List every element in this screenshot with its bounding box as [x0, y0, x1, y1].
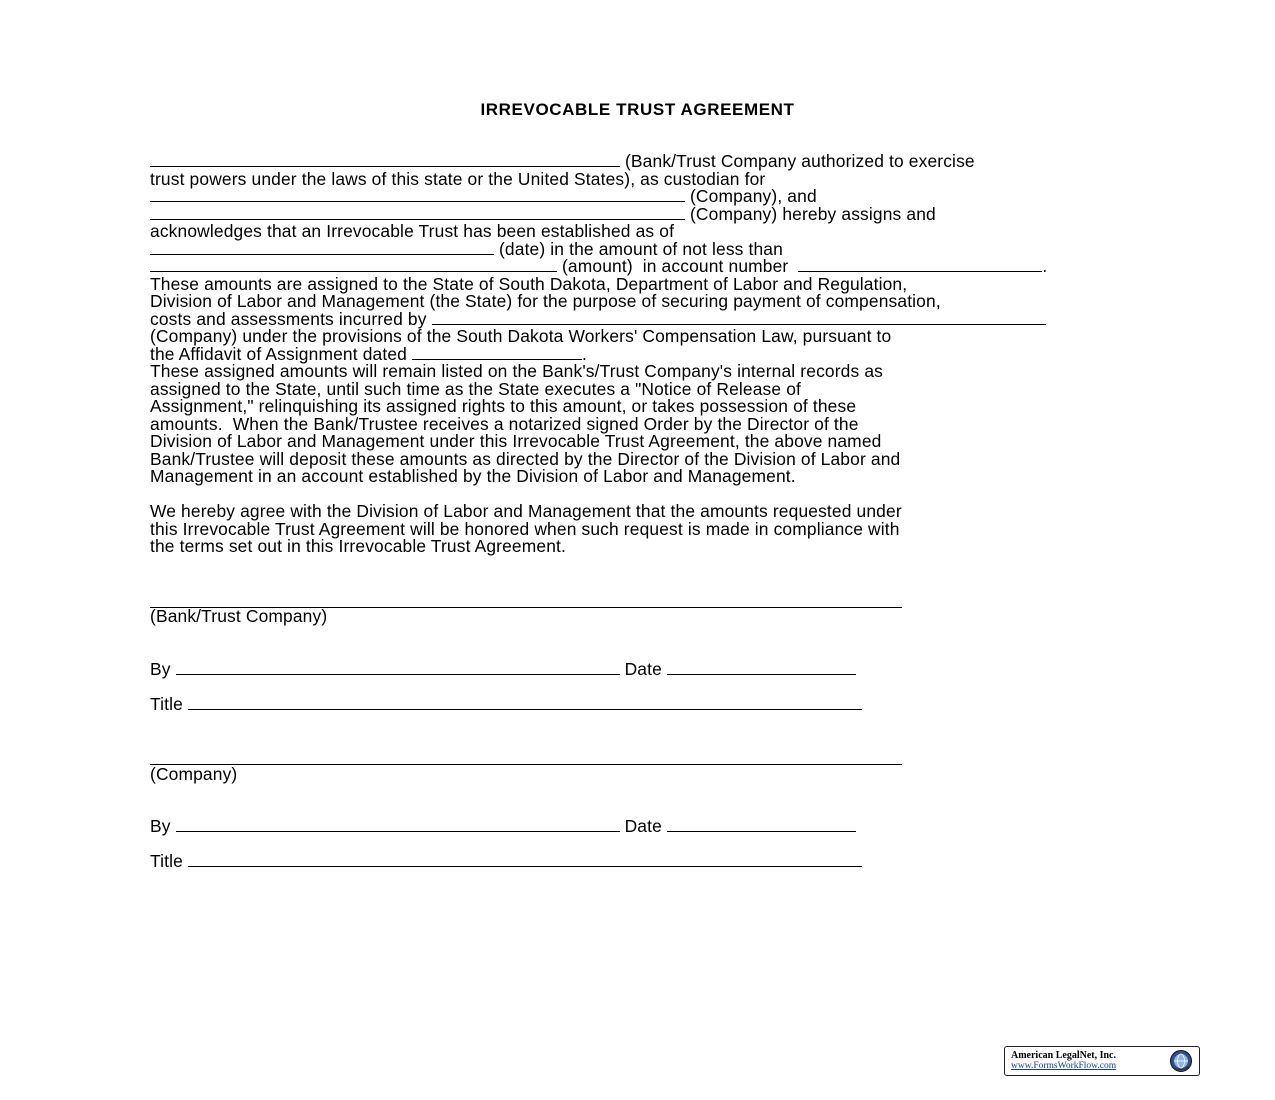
- bank-title-row: Title: [150, 694, 862, 714]
- company-date-blank[interactable]: [667, 816, 856, 832]
- body-line: We hereby agree with the Division of Labor and Management that the amounts requested under: [150, 501, 902, 521]
- body-line: this Irrevocable Trust Agreement will be honored when such request is made in compliance with: [150, 519, 900, 539]
- body-line: These amounts are assigned to the State of South Dakota, Department of Labor and Regulation,: [150, 274, 908, 294]
- globe-icon: [1168, 1049, 1194, 1073]
- body-line: (date) in the amount of not less than: [150, 239, 783, 259]
- bank-title-blank[interactable]: [188, 694, 862, 710]
- body-line: (Company) hereby assigns and: [150, 204, 936, 224]
- bank-label: (Bank/Trust Company): [150, 606, 328, 626]
- body-line: (amount) in account number .: [150, 256, 1047, 276]
- document-title: IRREVOCABLE TRUST AGREEMENT: [480, 100, 795, 119]
- company-signature-line[interactable]: [150, 764, 902, 765]
- account-number-blank[interactable]: [798, 256, 1042, 272]
- body-line: acknowledges that an Irrevocable Trust has been established as of: [150, 221, 675, 241]
- body-line: These assigned amounts will remain listed on the Bank's/Trust Company's internal records as: [150, 361, 883, 381]
- publisher-url[interactable]: www.FormsWorkFlow.com: [1011, 1061, 1117, 1071]
- company-name-blank-1[interactable]: [150, 186, 685, 202]
- body-line: (Company) under the provisions of the South Dakota Workers' Compensation Law, pursuant to: [150, 326, 892, 346]
- bank-name-blank[interactable]: [150, 151, 620, 167]
- company-label: (Company): [150, 764, 238, 784]
- body-line: Division of Labor and Management under this Irrevocable Trust Agreement, the above named: [150, 431, 882, 451]
- body-line: (Bank/Trust Company authorized to exercise: [150, 151, 975, 171]
- body-line: trust powers under the laws of this state or the United States), as custodian for: [150, 169, 766, 189]
- company-title-blank[interactable]: [188, 851, 862, 867]
- company-by-row: By Date: [150, 816, 856, 836]
- body-line: amounts. When the Bank/Trustee receives a notarized signed Order by the Director of the: [150, 414, 859, 434]
- affidavit-date-blank[interactable]: [412, 344, 582, 360]
- bank-date-blank[interactable]: [667, 659, 856, 675]
- publisher-name: American LegalNet, Inc.: [1011, 1050, 1116, 1061]
- body-line: Division of Labor and Management (the State) for the purpose of securing payment of compensation,: [150, 291, 941, 311]
- company-name-blank-2[interactable]: [150, 204, 685, 220]
- company-title-row: Title: [150, 851, 862, 871]
- bank-by-blank[interactable]: [176, 659, 620, 675]
- body-line: Bank/Trustee will deposit these amounts as directed by the Director of the Division of Labor and: [150, 449, 901, 469]
- body-line: assigned to the State, until such time as the State executes a "Notice of Release of: [150, 379, 802, 399]
- company-by-blank[interactable]: [176, 816, 620, 832]
- bank-by-row: By Date: [150, 659, 856, 679]
- publisher-logo: [1004, 1046, 1200, 1076]
- amount-blank[interactable]: [150, 256, 557, 272]
- incurred-by-blank[interactable]: [432, 309, 1046, 325]
- date-blank[interactable]: [150, 239, 494, 255]
- body-line: costs and assessments incurred by: [150, 309, 1046, 329]
- body-line: Assignment," relinquishing its assigned rights to this amount, or takes possession of these: [150, 396, 857, 416]
- body-line: the Affidavit of Assignment dated .: [150, 344, 587, 364]
- body-line: (Company), and: [150, 186, 817, 206]
- body-line: Management in an account established by the Division of Labor and Management.: [150, 466, 796, 486]
- body-line: the terms set out in this Irrevocable Trust Agreement.: [150, 536, 566, 556]
